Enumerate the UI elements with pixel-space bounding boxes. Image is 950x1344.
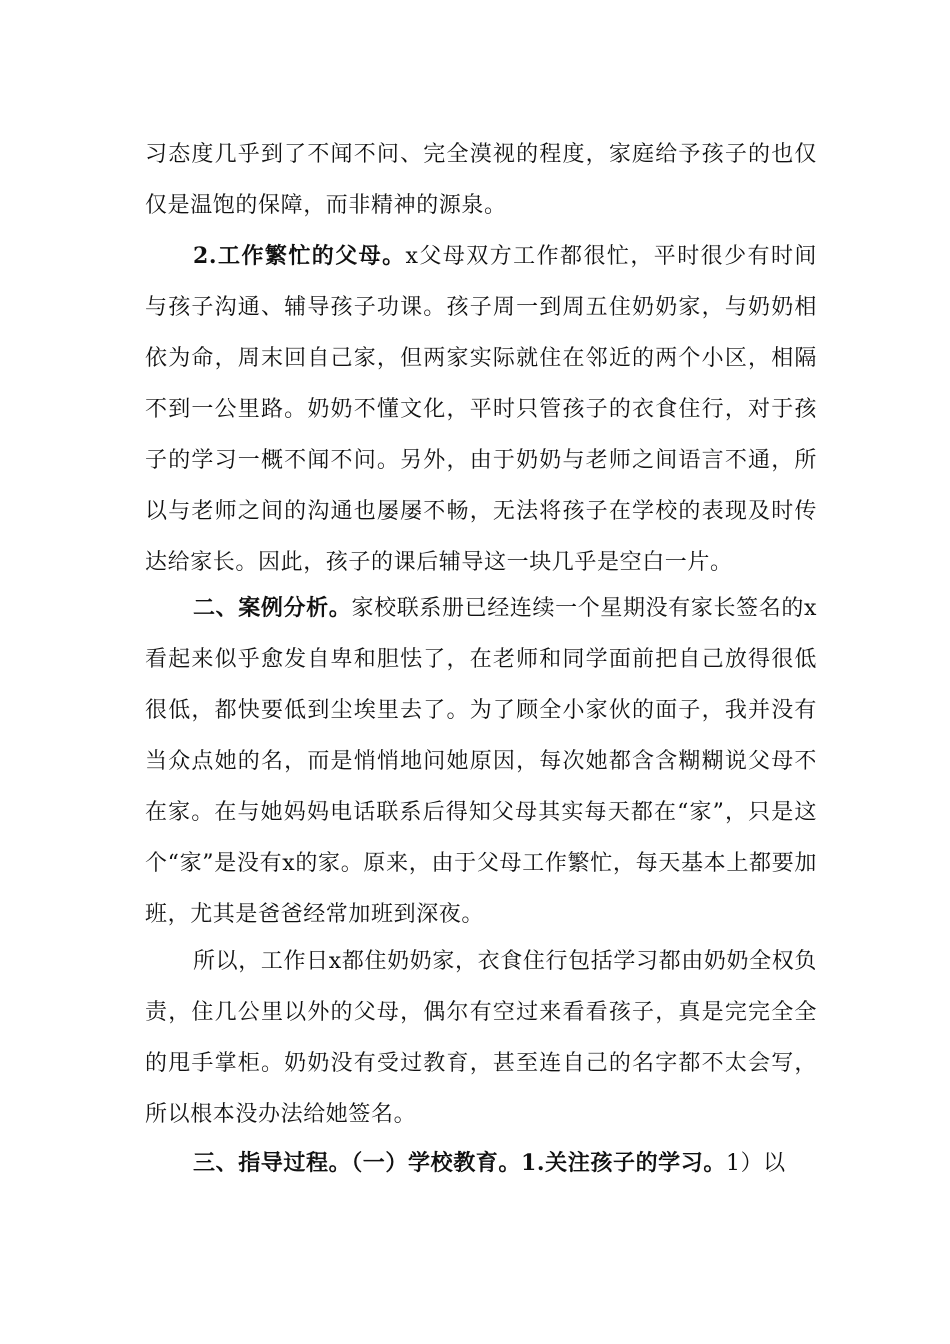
paragraph-2-heading: 2.工作繁忙的父母。 — [193, 243, 406, 269]
paragraph-2-text: x父母双方工作都很忙，平时很少有时间与孩子沟通、辅导孩子功课。孩子周一到周五住奶奶家，与奶奶相依为命，周末回自己家，但两家实际就住在邻近的两个小区，相隔不到一公里路。奶奶不懂文化，平时只管孩子的衣食住行，对于孩子的学习一概不闻不问。另外，由于奶奶与老师之间语言不通，所以与老师之间的沟通也屡屡不畅，无法将孩子在学校的表现及时传达给家长。因此，孩子的课后辅导这一块几乎是空白一片。 — [145, 244, 818, 575]
paragraph-3-text: 家校联系册已经连续一个星期没有家长签名的x看起来似乎愈发自卑和胆怯了，在老师和同学面前把自己放得很低很低，都快要低到尘埃里去了。为了顾全小家伙的面子，我并没有当众点她的名，而是悄悄地问她原因，每次她都含含糊糊说父母不在家。在与她妈妈电话联系后得知父母其实每天都在“家”，只是这个“家”是没有x的家。原来，由于父母工作繁忙，每天基本上都要加班，尤其是爸爸经常加班到深夜。 — [145, 596, 818, 927]
paragraph-1 — [145, 129, 817, 231]
paragraph-3 — [145, 583, 817, 940]
paragraph-3-heading: 二、案例分析。 — [193, 595, 352, 621]
paragraph-5-text: 1）以 — [725, 1151, 786, 1176]
paragraph-4-text: 所以，工作日x都住奶奶家，衣食住行包括学习都由奶奶全权负责，住几公里以外的父母，偶尔有空过来看看孩子，真是完完全全的甩手掌柜。奶奶没有受过教育，甚至连自己的名字都不太会写，所以根本没办法给她签名。 — [145, 949, 817, 1127]
paragraph-5-heading: 三、指导过程。（一）学校教育。1.关注孩子的学习。 — [193, 1150, 726, 1176]
paragraph-4 — [145, 936, 817, 1140]
paragraph-1-text: 习态度几乎到了不闻不问、完全漠视的程度，家庭给予孩子的也仅仅是温饱的保障，而非精神的源泉。 — [145, 142, 817, 218]
paragraph-2 — [145, 231, 817, 588]
paragraph-5 — [145, 1138, 817, 1189]
